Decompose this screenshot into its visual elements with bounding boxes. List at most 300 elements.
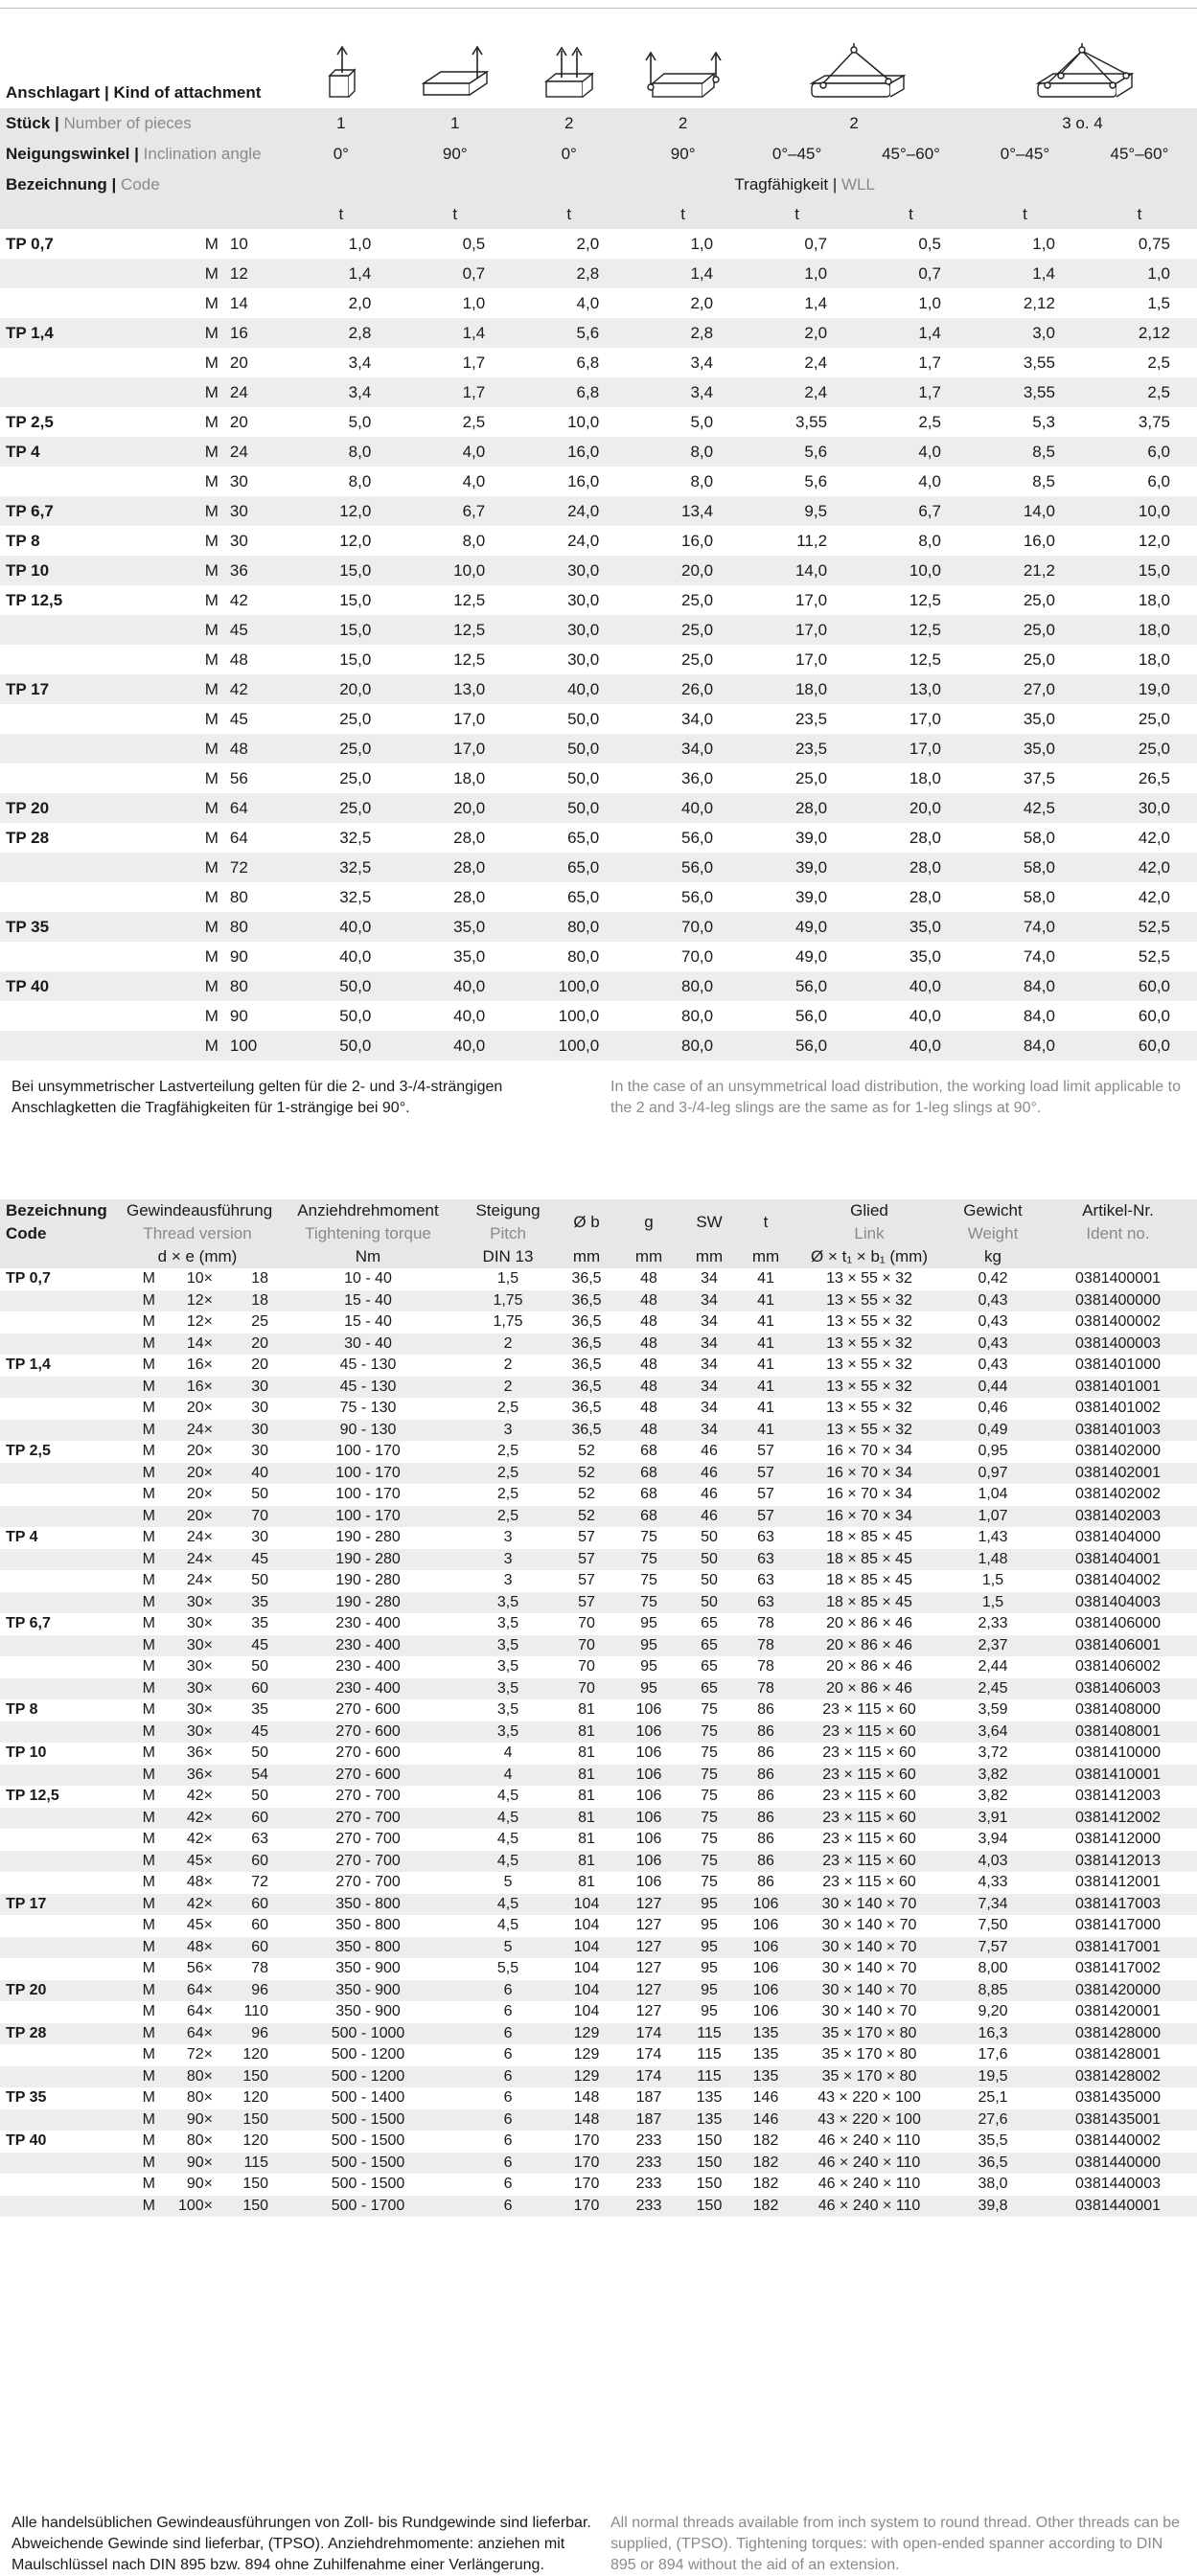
- row-thread-d: 14×: [161, 1334, 219, 1356]
- row-code: TP 28: [0, 2023, 121, 2045]
- row-code: [0, 2196, 121, 2218]
- row-thread-e: 50: [251, 1788, 269, 1805]
- wll-value: 2,0: [348, 293, 372, 312]
- angle-cell: 45°–60°: [1082, 139, 1197, 170]
- row-g: 95: [619, 1635, 679, 1657]
- row-thread: M: [142, 1917, 155, 1934]
- row-torque: 500 - 1700: [274, 2196, 462, 2218]
- wll-value: 27,0: [968, 674, 1082, 704]
- row-link: 23 × 115 × 60: [792, 1851, 947, 1873]
- spec-row: [0, 1355, 1197, 1377]
- row-pitch: 3: [503, 1529, 513, 1546]
- spec-row: [0, 1311, 1197, 1334]
- row-g: 48: [640, 1400, 657, 1417]
- row-thread-size: 45: [229, 709, 248, 728]
- row-b: 104: [554, 1980, 619, 2002]
- row-link: 16 × 70 × 34: [792, 1463, 947, 1485]
- row-code: TP 40: [6, 2132, 47, 2150]
- row-sw: 34: [679, 1290, 740, 1312]
- row-weight: 3,82: [947, 1765, 1039, 1787]
- wll-value: 28,0: [398, 853, 512, 882]
- row-weight: 1,07: [947, 1506, 1039, 1528]
- row-code: TP 1,4: [6, 1356, 51, 1374]
- row-weight: 3,72: [978, 1744, 1008, 1762]
- col-link-unit: Ø × t₁ × b₁ (mm): [792, 1245, 947, 1268]
- wll-value: 80,0: [626, 971, 740, 1001]
- pieces-label: Stück | Number of pieces: [0, 108, 284, 139]
- row-thread: M: [204, 471, 219, 490]
- row-g: 106: [619, 1808, 679, 1830]
- col-id-de: Artikel-Nr.: [1039, 1199, 1197, 1222]
- row-link: 30 × 140 × 70: [821, 2003, 917, 2020]
- row-sw: 75: [701, 1788, 718, 1805]
- row-t: 86: [757, 1874, 774, 1891]
- angle-cell: 0°: [284, 139, 398, 170]
- row-g: 95: [640, 1658, 657, 1676]
- spec-row: [0, 2087, 1197, 2109]
- row-t: 41: [757, 1270, 774, 1288]
- row-thread: M: [142, 1356, 155, 1374]
- row-code: TP 40: [0, 971, 184, 1001]
- pieces-row: [0, 108, 1197, 139]
- row-thread-e: 63: [251, 1831, 269, 1848]
- row-g: 127: [635, 2003, 662, 2020]
- row-code: [0, 1334, 121, 1356]
- row-b: 104: [554, 1894, 619, 1916]
- row-weight: 7,34: [947, 1894, 1039, 1916]
- row-pitch: 2: [462, 1377, 554, 1399]
- row-ident: 0381428002: [1039, 2066, 1197, 2088]
- row-ident: 0381417003: [1039, 1894, 1197, 1916]
- row-thread-d: 42×: [161, 1808, 219, 1830]
- row-torque: 10 - 40: [344, 1270, 392, 1288]
- row-t: 86: [740, 1721, 792, 1744]
- row-ident: 0381417002: [1075, 1960, 1161, 1977]
- angle-cell: 90°: [398, 139, 512, 170]
- row-code: [0, 853, 184, 882]
- row-thread-size: 90: [229, 1006, 248, 1025]
- row-pitch: 6: [462, 2066, 554, 2088]
- row-b: 52: [554, 1506, 619, 1528]
- row-sw: 75: [679, 1808, 740, 1830]
- row-b: 36,5: [554, 1377, 619, 1399]
- row-b: 129: [554, 2066, 619, 2088]
- row-link: 23 × 115 × 60: [822, 1874, 916, 1891]
- wll-value: 17,0: [740, 615, 854, 645]
- row-code: TP 17: [0, 1894, 121, 1916]
- row-torque: 350 - 900: [274, 1980, 462, 2002]
- wll-value: 14,0: [968, 496, 1082, 526]
- angle-label: Neigungswinkel | Inclination angle: [0, 139, 284, 170]
- row-thread-size: 48: [229, 650, 248, 669]
- row-g: 187: [635, 2089, 662, 2107]
- wll-value: 4,0: [462, 471, 486, 490]
- row-code: [0, 467, 184, 496]
- wll-value: 56,0: [681, 887, 714, 906]
- row-torque: 270 - 700: [274, 1808, 462, 1830]
- row-g: 106: [635, 1831, 662, 1848]
- row-code: TP 0,7: [6, 1270, 51, 1288]
- row-b: 36,5: [554, 1290, 619, 1312]
- row-pitch: 3,5: [462, 1678, 554, 1700]
- row-ident: 0381400002: [1075, 1313, 1161, 1331]
- row-thread-d: 30×: [186, 1615, 213, 1632]
- col-torque-en: Tightening torque: [274, 1222, 462, 1245]
- wll-value: 39,0: [794, 887, 828, 906]
- spec-row: [0, 1398, 1197, 1420]
- row-code: [0, 1721, 121, 1744]
- col-thread-de: Gewindeausführung: [121, 1199, 274, 1222]
- row-ident: 0381406002: [1075, 1658, 1161, 1676]
- row-thread-d: 56×: [186, 1960, 213, 1977]
- wll-value: 35,0: [909, 946, 941, 966]
- row-sw: 135: [679, 2109, 740, 2131]
- row-g: 174: [619, 2066, 679, 2088]
- row-thread-size: 64: [224, 793, 285, 823]
- row-thread: M: [184, 793, 224, 823]
- row-code: [0, 704, 184, 734]
- row-sw: 95: [701, 2003, 718, 2020]
- col-torque-de: Anziehdrehmoment: [274, 1199, 462, 1222]
- wll-label: Tragfähigkeit | WLL: [284, 170, 1197, 200]
- row-thread: M: [121, 2066, 161, 2088]
- row-thread-e: 18: [219, 1290, 274, 1312]
- wll-value: 35,0: [398, 912, 512, 942]
- row-ident: 0381408001: [1039, 1721, 1197, 1744]
- four-leg-angled-icon: [968, 21, 1197, 108]
- row-thread: M: [204, 412, 219, 431]
- row-thread-size: 16: [224, 318, 285, 348]
- row-pitch: 4,5: [496, 1831, 519, 1848]
- row-t: 41: [757, 1313, 774, 1331]
- angle-cell: 45°–60°: [854, 139, 968, 170]
- row-code: TP 4: [6, 1529, 38, 1546]
- row-t: 86: [740, 1808, 792, 1830]
- row-thread-d: 24×: [161, 1420, 219, 1442]
- row-b: 81: [578, 1874, 595, 1891]
- row-code: [0, 1765, 121, 1787]
- row-ident: 0381402002: [1075, 1486, 1161, 1503]
- row-thread: M: [121, 1635, 161, 1657]
- row-torque: 500 - 1500: [331, 2176, 405, 2193]
- row-pitch: 1,75: [493, 1313, 523, 1331]
- row-thread: M: [184, 556, 224, 585]
- row-code: TP 10: [6, 1744, 47, 1762]
- wll-value: 35,0: [854, 912, 968, 942]
- row-torque: 30 - 40: [274, 1334, 462, 1356]
- row-g: 106: [619, 1851, 679, 1873]
- row-pitch: 2: [503, 1356, 513, 1374]
- row-thread: M: [121, 1592, 161, 1614]
- wll-value: 28,0: [909, 828, 941, 847]
- row-b: 70: [554, 1678, 619, 1700]
- row-ident: 0381420001: [1075, 2003, 1161, 2020]
- wll-value: 3,55: [794, 412, 828, 431]
- wll-value: 50,0: [567, 768, 600, 787]
- row-ident: 0381440003: [1075, 2176, 1161, 2193]
- wll-value: 40,0: [854, 971, 968, 1001]
- load-row: [0, 615, 1197, 645]
- row-b: 70: [578, 1658, 595, 1676]
- wll-value: 28,0: [453, 887, 486, 906]
- row-link: 46 × 240 × 110: [792, 2153, 947, 2175]
- wll-value: 1,0: [690, 234, 714, 253]
- wll-value: 0,7: [854, 259, 968, 288]
- wll-value: 40,0: [339, 946, 372, 966]
- row-t: 86: [757, 1744, 774, 1762]
- row-code: [0, 2066, 121, 2088]
- row-b: 104: [573, 1960, 600, 1977]
- row-t: 41: [757, 1356, 774, 1374]
- wll-value: 2,5: [1082, 377, 1197, 407]
- row-thread-size: 12: [224, 259, 285, 288]
- col-pitch-en: Pitch: [462, 1222, 554, 1245]
- row-b: 36,5: [571, 1270, 602, 1288]
- row-weight: 3,91: [947, 1808, 1039, 1830]
- row-thread-d: 10×: [186, 1270, 213, 1288]
- row-link: 13 × 55 × 32: [792, 1377, 947, 1399]
- load-row: [0, 793, 1197, 823]
- spec-row: [0, 1334, 1197, 1356]
- wll-value: 3,75: [1138, 412, 1170, 431]
- row-code: [0, 1808, 121, 1830]
- wll-value: 36,0: [681, 768, 714, 787]
- row-thread-d: 20×: [161, 1506, 219, 1528]
- wll-value: 16,0: [512, 437, 626, 467]
- row-t: 182: [740, 2153, 792, 2175]
- wll-value: 1,0: [740, 259, 854, 288]
- row-thread-d: 90×: [161, 2109, 219, 2131]
- row-g: 106: [635, 1874, 662, 1891]
- row-pitch: 2,5: [496, 1400, 519, 1417]
- wll-value: 40,0: [453, 1006, 486, 1025]
- row-g: 75: [619, 1549, 679, 1571]
- row-sw: 34: [679, 1420, 740, 1442]
- col-weight-en: Weight: [947, 1222, 1039, 1245]
- row-g: 127: [619, 1894, 679, 1916]
- wll-value: 40,0: [626, 793, 740, 823]
- row-thread-e: 150: [219, 2066, 274, 2088]
- row-weight: 3,94: [978, 1831, 1008, 1848]
- row-thread-size: 20: [229, 412, 248, 431]
- row-sw: 150: [679, 2196, 740, 2218]
- wll-value: 30,0: [567, 590, 600, 609]
- row-t: 86: [757, 1831, 774, 1848]
- wll-value: 2,8: [284, 318, 398, 348]
- row-thread-d: 30×: [161, 1678, 219, 1700]
- row-weight: 38,0: [978, 2176, 1008, 2193]
- wll-value: 32,5: [339, 887, 372, 906]
- spec-row: [0, 1915, 1197, 1937]
- wll-value: 37,5: [1023, 768, 1055, 787]
- wll-value: 8,0: [690, 471, 714, 490]
- row-thread-size: 30: [229, 471, 248, 490]
- wll-value: 100,0: [512, 1031, 626, 1060]
- wll-value: 32,5: [284, 853, 398, 882]
- row-thread-d: 30×: [186, 1701, 213, 1719]
- row-pitch: 4,5: [496, 1917, 519, 1934]
- row-thread-e: 150: [219, 2196, 274, 2218]
- col-b-unit: mm: [554, 1245, 619, 1268]
- row-thread: M: [142, 2046, 155, 2063]
- row-thread-d: 16×: [186, 1356, 213, 1374]
- row-sw: 115: [679, 2066, 740, 2088]
- row-pitch: 3: [462, 1420, 554, 1442]
- wll-value: 40,0: [909, 1006, 941, 1025]
- wll-value: 12,0: [284, 496, 398, 526]
- row-pitch: 3,5: [462, 1721, 554, 1744]
- row-code: [0, 1484, 121, 1506]
- row-link: 13 × 55 × 32: [826, 1270, 912, 1288]
- row-thread-d: 12×: [186, 1313, 213, 1331]
- row-link: 35 × 170 × 80: [821, 2046, 917, 2063]
- row-torque: 190 - 280: [335, 1529, 401, 1546]
- row-thread: M: [204, 531, 219, 550]
- row-thread-d: 90×: [161, 2153, 219, 2175]
- wll-value: 0,5: [918, 234, 941, 253]
- row-g: 95: [619, 1678, 679, 1700]
- row-ident: 0381428001: [1075, 2046, 1161, 2063]
- wll-value: 30,0: [1082, 793, 1197, 823]
- col-t-unit: mm: [740, 1245, 792, 1268]
- col-link-de: Glied: [792, 1199, 947, 1222]
- row-g: 233: [635, 2176, 662, 2193]
- row-weight: 4,33: [978, 1874, 1008, 1891]
- col-code-en: Code: [0, 1222, 121, 1245]
- load-row: [0, 526, 1197, 556]
- row-code: [0, 1570, 121, 1592]
- row-ident: 0381401002: [1075, 1400, 1161, 1417]
- row-b: 70: [554, 1635, 619, 1657]
- row-thread-size: 80: [229, 887, 248, 906]
- row-link: 23 × 115 × 60: [792, 1721, 947, 1744]
- wll-value: 3,55: [968, 377, 1082, 407]
- row-ident: 0381406003: [1039, 1678, 1197, 1700]
- col-g-unit: mm: [619, 1245, 679, 1268]
- row-g: 48: [640, 1270, 657, 1288]
- row-sw: 95: [679, 1894, 740, 1916]
- wll-value: 21,2: [968, 556, 1082, 585]
- row-thread-d: 24×: [161, 1549, 219, 1571]
- row-g: 95: [640, 1615, 657, 1632]
- row-torque: 270 - 700: [335, 1831, 401, 1848]
- row-weight: 1,5: [981, 1572, 1004, 1589]
- row-pitch: 6: [462, 1980, 554, 2002]
- row-link: 30 × 140 × 70: [792, 1980, 947, 2002]
- spec-row: [0, 2044, 1197, 2066]
- wll-value: 25,0: [284, 793, 398, 823]
- row-sw: 75: [701, 1874, 718, 1891]
- row-sw: 75: [679, 1721, 740, 1744]
- wll-value: 1,4: [284, 259, 398, 288]
- row-pitch: 6: [503, 2046, 513, 2063]
- row-sw: 34: [701, 1313, 718, 1331]
- row-b: 170: [554, 2153, 619, 2175]
- row-weight: 17,6: [978, 2046, 1008, 2063]
- row-thread-size: 30: [224, 496, 285, 526]
- row-pitch: 3,5: [496, 1615, 519, 1632]
- row-code: [0, 734, 184, 764]
- wll-value: 20,0: [854, 793, 968, 823]
- wll-value: 23,5: [794, 709, 828, 728]
- wll-value: 18,0: [453, 768, 486, 787]
- wll-value: 12,5: [398, 615, 512, 645]
- wll-value: 6,8: [576, 353, 600, 372]
- row-code: [0, 882, 184, 912]
- spec-note-de: Alle handelsüblichen Gewindeausführungen von Zoll- bis Rundgewinde sind lieferbar. Abweichende Gewinde sind lieferbar, (TPSO). Anziehdrehmomente: anziehen mit Maulschlüssel nach DIN 895 bzw. 894 ohne Zuhilfenahme einer Verlängerung.: [12, 2515, 591, 2573]
- row-thread-e: 30: [251, 1443, 269, 1460]
- row-thread-size: 24: [224, 377, 285, 407]
- attachment-label: Anschlagart | Kind of attachment: [6, 83, 262, 102]
- row-sw: 150: [696, 2176, 723, 2193]
- row-torque: 270 - 600: [335, 1744, 401, 1762]
- row-ident: 0381401003: [1039, 1420, 1197, 1442]
- wll-value: 17,0: [854, 734, 968, 764]
- row-link: 16 × 70 × 34: [826, 1443, 912, 1460]
- top-rule: [0, 8, 1197, 9]
- wll-value: 1,4: [804, 293, 828, 312]
- wll-value: 13,0: [854, 674, 968, 704]
- row-sw: 115: [697, 2046, 722, 2063]
- row-thread-e: 60: [219, 1808, 274, 1830]
- load-row: [0, 674, 1197, 704]
- load-row: [0, 377, 1197, 407]
- row-thread: M: [184, 1031, 224, 1060]
- row-torque: 75 - 130: [339, 1400, 397, 1417]
- row-t: 86: [757, 1788, 774, 1805]
- row-t: 135: [740, 2066, 792, 2088]
- col-link-en: Link: [792, 1222, 947, 1245]
- wll-value: 8,5: [1032, 471, 1055, 490]
- load-row: [0, 407, 1197, 437]
- row-weight: 1,48: [947, 1549, 1039, 1571]
- row-b: 36,5: [571, 1356, 602, 1374]
- row-thread: M: [121, 1937, 161, 1959]
- wll-value: 39,0: [794, 828, 828, 847]
- wll-value: 34,0: [681, 709, 714, 728]
- wll-value: 14,0: [740, 556, 854, 585]
- row-torque: 500 - 1400: [331, 2089, 405, 2107]
- wll-value: 70,0: [626, 912, 740, 942]
- row-thread: M: [142, 1744, 155, 1762]
- row-thread-e: 25: [251, 1313, 269, 1331]
- wll-value: 40,0: [398, 1031, 512, 1060]
- wll-value: 16,0: [1023, 531, 1055, 550]
- row-thread-d: 24×: [186, 1572, 213, 1589]
- wll-value: 18,0: [909, 768, 941, 787]
- row-link: 23 × 115 × 60: [822, 1788, 916, 1805]
- row-t: 57: [740, 1506, 792, 1528]
- row-thread: M: [142, 1658, 155, 1676]
- row-thread-d: 24×: [186, 1529, 213, 1546]
- wll-value: 60,0: [1082, 971, 1197, 1001]
- wll-value: 1,5: [1147, 293, 1170, 312]
- row-thread-e: 96: [219, 1980, 274, 2002]
- wll-value: 25,0: [1023, 590, 1055, 609]
- wll-value: 100,0: [512, 971, 626, 1001]
- wll-value: 42,0: [1138, 887, 1170, 906]
- row-weight: 39,8: [947, 2196, 1039, 2218]
- wll-value: 28,0: [909, 887, 941, 906]
- row-b: 52: [578, 1443, 595, 1460]
- row-thread: M: [184, 318, 224, 348]
- row-b: 36,5: [571, 1400, 602, 1417]
- row-g: 75: [619, 1592, 679, 1614]
- row-link: 18 × 85 × 45: [826, 1529, 912, 1546]
- row-t: 41: [740, 1377, 792, 1399]
- row-t: 57: [740, 1463, 792, 1485]
- wll-value: 23,5: [740, 734, 854, 764]
